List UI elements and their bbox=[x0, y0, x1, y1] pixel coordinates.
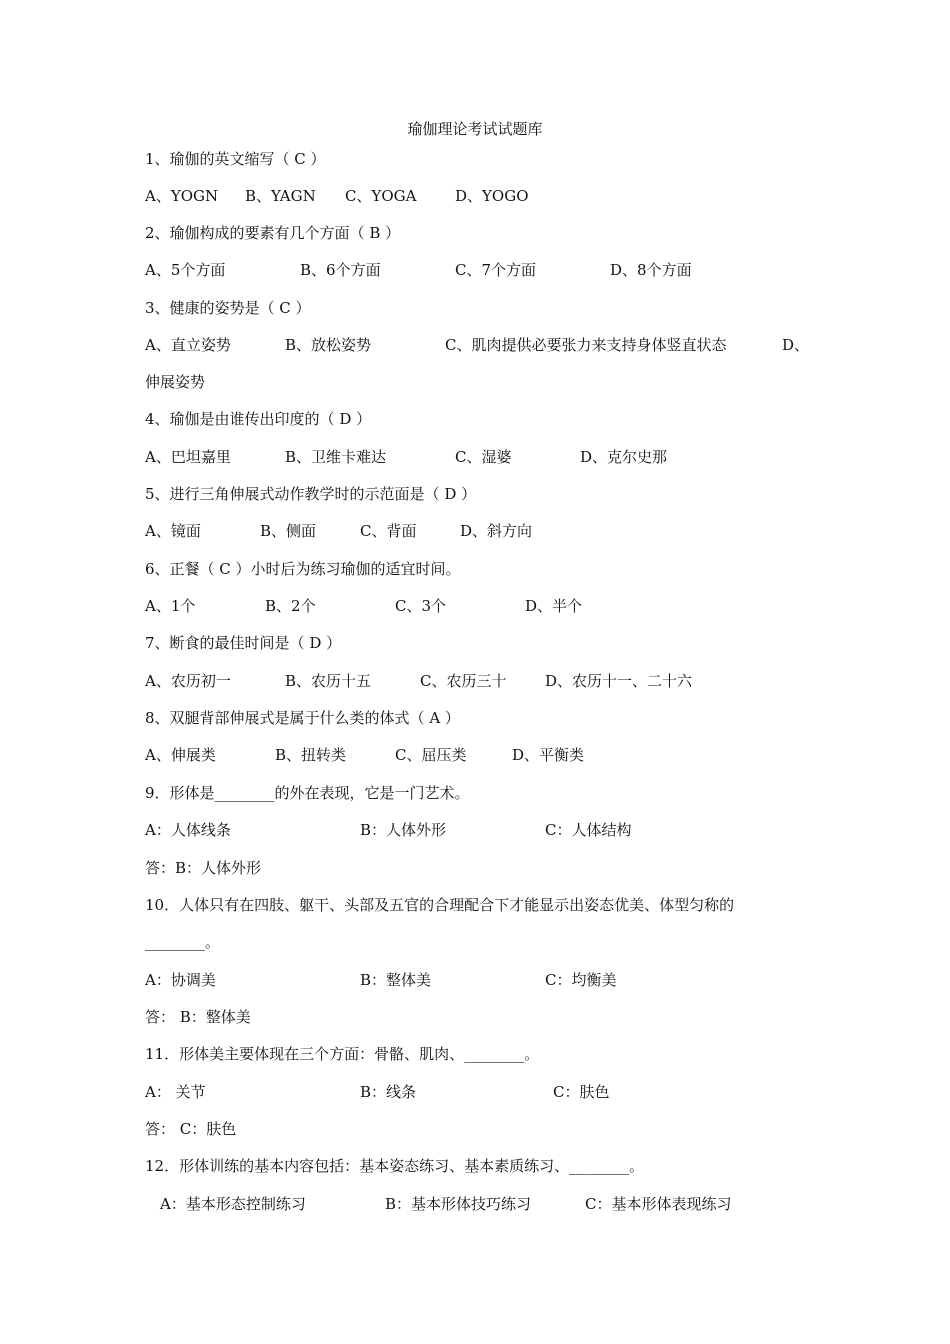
answer-option: A、镜面 bbox=[145, 522, 201, 540]
question-text: 7、断食的最佳时间是（ D ） bbox=[145, 634, 342, 652]
answer-option: A、农历初一 bbox=[145, 672, 231, 690]
answer-option: C：基本形体表现练习 bbox=[585, 1195, 732, 1213]
answer-option: D、YOGO bbox=[455, 187, 529, 205]
answer-option: A、伸展类 bbox=[145, 746, 216, 764]
answer-option: B：人体外形 bbox=[360, 821, 447, 839]
question-text: 答： B：整体美 bbox=[145, 1008, 251, 1026]
answer-option: C、背面 bbox=[360, 522, 417, 540]
answer-option: C、3个 bbox=[395, 597, 447, 615]
answer-option: B、YAGN bbox=[245, 187, 316, 205]
answer-option: C：人体结构 bbox=[545, 821, 632, 839]
question-text: 4、瑜伽是由谁传出印度的（ D ） bbox=[145, 410, 372, 428]
answer-option: D、平衡类 bbox=[512, 746, 585, 764]
question-text: 答： C：肤色 bbox=[145, 1120, 237, 1138]
answer-option: B、卫维卡难达 bbox=[285, 448, 387, 466]
answer-option: A、YOGN bbox=[145, 187, 219, 205]
answer-option: A：协调美 bbox=[145, 971, 216, 989]
answer-option: C、农历三十 bbox=[420, 672, 507, 690]
answer-option: B：整体美 bbox=[360, 971, 432, 989]
answer-option: A、5个方面 bbox=[145, 261, 226, 279]
answer-option: A、巴坦嘉里 bbox=[145, 448, 231, 466]
answer-option: A：人体线条 bbox=[145, 821, 231, 839]
answer-option: B：基本形体技巧练习 bbox=[385, 1195, 532, 1213]
answer-option: B、侧面 bbox=[260, 522, 317, 540]
answer-option: C、肌肉提供必要张力来支持身体竖直状态 bbox=[445, 336, 727, 354]
answer-option: A：基本形态控制练习 bbox=[160, 1195, 306, 1213]
answer-option: D、半个 bbox=[525, 597, 583, 615]
answer-option: C、屈压类 bbox=[395, 746, 467, 764]
answer-option: B、放松姿势 bbox=[285, 336, 372, 354]
question-text: 5、进行三角伸展式动作教学时的示范面是（ D ） bbox=[145, 485, 477, 503]
answer-option: C、7个方面 bbox=[455, 261, 537, 279]
question-text: 2、瑜伽构成的要素有几个方面（ B ） bbox=[145, 224, 401, 242]
question-text: 9．形体是________的外在表现，它是一门艺术。 bbox=[145, 784, 470, 802]
question-text: 1、瑜伽的英文缩写（ C ） bbox=[145, 150, 326, 168]
answer-option: B、扭转类 bbox=[275, 746, 347, 764]
question-text: 伸展姿势 bbox=[145, 373, 206, 391]
answer-option: B、农历十五 bbox=[285, 672, 372, 690]
question-text: ________。 bbox=[145, 933, 221, 951]
answer-option: A： 关节 bbox=[145, 1083, 206, 1101]
question-text: 12．形体训练的基本内容包括：基本姿态练习、基本素质练习、________。 bbox=[145, 1157, 645, 1175]
answer-option: C：均衡美 bbox=[545, 971, 617, 989]
answer-option: A、1个 bbox=[145, 597, 196, 615]
question-text: 3、健康的姿势是（ C ） bbox=[145, 299, 311, 317]
answer-option: D、 bbox=[782, 336, 810, 354]
question-text: 11．形体美主要体现在三个方面：骨骼、肌肉、________。 bbox=[145, 1045, 540, 1063]
answer-option: C、湿婆 bbox=[455, 448, 512, 466]
answer-option: D、斜方向 bbox=[460, 522, 533, 540]
answer-option: D、农历十一、二十六 bbox=[545, 672, 693, 690]
answer-option: D、8个方面 bbox=[610, 261, 692, 279]
question-text: 8、双腿背部伸展式是属于什么类的体式（ A ） bbox=[145, 709, 460, 727]
question-text: 6、正餐（ C ）小时后为练习瑜伽的适宜时间。 bbox=[145, 560, 461, 578]
document-title: 瑜伽理论考试试题库 bbox=[407, 120, 543, 138]
answer-option: B、6个方面 bbox=[300, 261, 381, 279]
answer-option: A、直立姿势 bbox=[145, 336, 231, 354]
answer-option: D、克尔史那 bbox=[580, 448, 668, 466]
answer-option: C、YOGA bbox=[345, 187, 417, 205]
answer-option: C：肤色 bbox=[553, 1083, 610, 1101]
question-text: 10．人体只有在四肢、躯干、头部及五官的合理配合下才能显示出姿态优美、体型匀称的 bbox=[145, 896, 735, 914]
answer-option: B、2个 bbox=[265, 597, 316, 615]
answer-option: B：线条 bbox=[360, 1083, 417, 1101]
question-text: 答：B：人体外形 bbox=[145, 859, 262, 877]
